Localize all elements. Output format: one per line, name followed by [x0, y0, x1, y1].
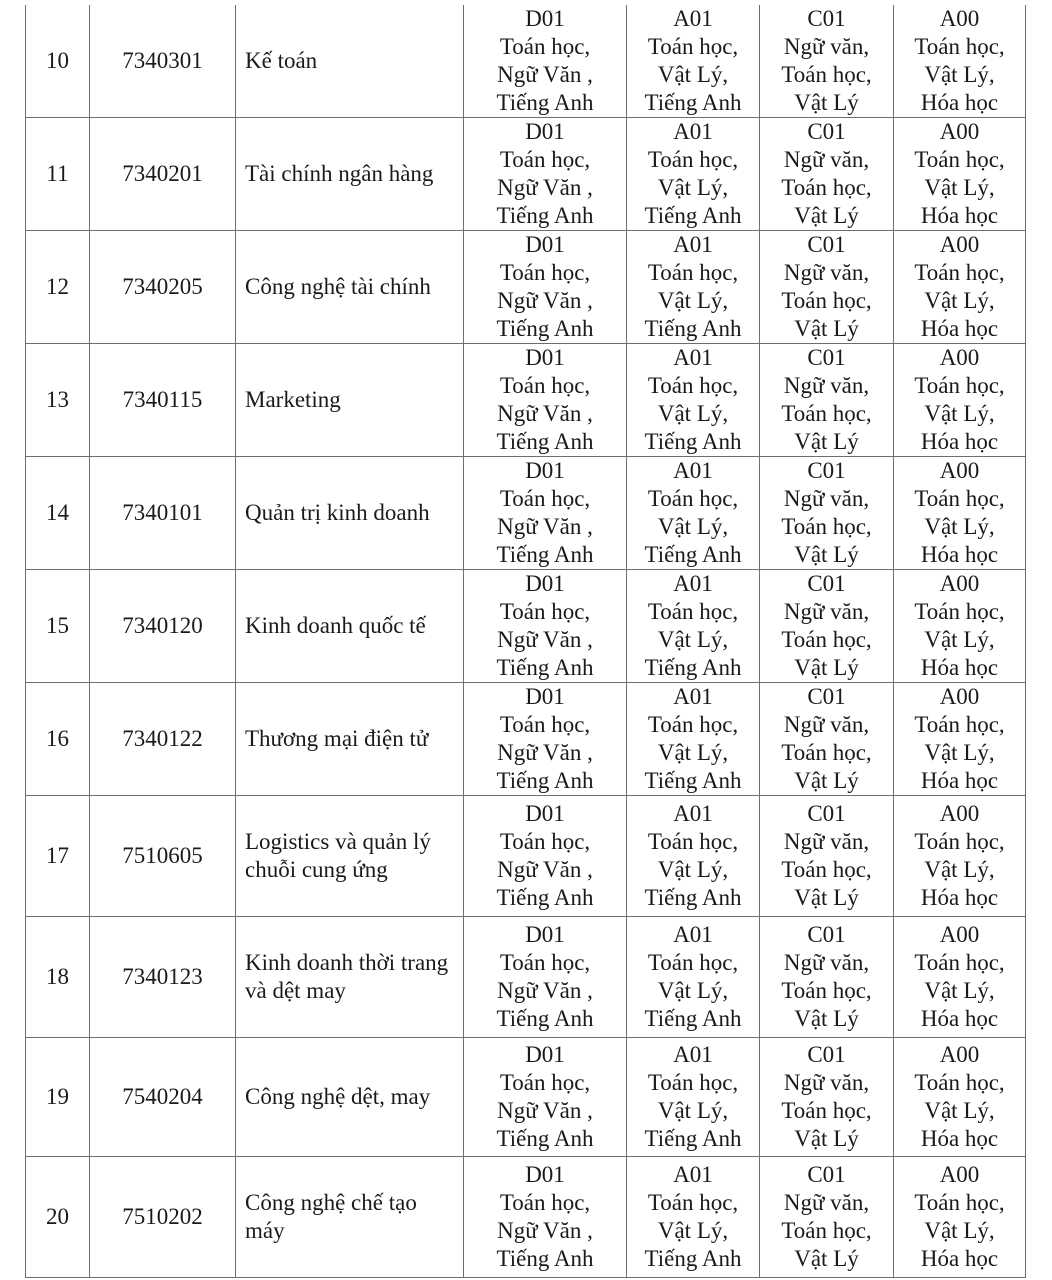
subject-combo-a00 [894, 570, 1026, 683]
subject-combo-c01 [760, 457, 894, 570]
combo-subject: Tiếng Anh [644, 885, 742, 910]
major-name: Công nghệ tài chính [236, 231, 464, 344]
combo-code: D01 [525, 1162, 565, 1187]
combo-subject: Vật Lý [794, 90, 859, 115]
combo-subject: Tiếng Anh [644, 1246, 742, 1271]
combo-subject: Toán học, [647, 260, 739, 285]
combo-subject: Tiếng Anh [644, 1006, 742, 1031]
combo-subject: Vật Lý, [657, 740, 729, 765]
subject-combo-d01 [464, 118, 627, 231]
combo-subject: Vật Lý, [924, 62, 995, 87]
combo-subject: Ngữ Văn , [497, 627, 593, 652]
combo-subject: Ngữ văn, [783, 1070, 870, 1095]
combo-subject: Vật Lý, [924, 401, 995, 426]
row-number: 12 [26, 231, 90, 344]
combo-subject: Tiếng Anh [496, 203, 594, 228]
table-row [26, 917, 1026, 1038]
combo-subject: Ngữ Văn , [497, 288, 593, 313]
combo-subject: Tiếng Anh [644, 1126, 742, 1151]
combo-subject: Toán học, [647, 599, 739, 624]
subject-combo-a01 [627, 344, 760, 457]
combo-subject: Hóa học [920, 1246, 999, 1271]
combo-code: D01 [525, 119, 565, 144]
subject-combo-d01 [464, 796, 627, 917]
combo-code: D01 [525, 571, 565, 596]
combo-subject: Vật Lý, [924, 627, 995, 652]
combo-code: C01 [807, 922, 846, 947]
major-code: 7510202 [90, 1157, 236, 1278]
combo-subject: Tiếng Anh [496, 1126, 594, 1151]
combo-code: C01 [807, 1162, 846, 1187]
subject-combo-d01 [464, 1038, 627, 1157]
combo-subject: Vật Lý, [657, 627, 729, 652]
major-code: 7340123 [90, 917, 236, 1038]
combo-subject: Ngữ Văn , [497, 740, 593, 765]
combo-subject: Toán học, [647, 147, 739, 172]
combo-subject: Toán học, [781, 857, 872, 882]
combo-subject: Toán học, [914, 373, 1005, 398]
combo-subject: Vật Lý [794, 655, 859, 680]
major-code: 7340120 [90, 570, 236, 683]
combo-subject: Vật Lý, [657, 1098, 729, 1123]
combo-subject: Ngữ Văn , [497, 62, 593, 87]
combo-subject: Tiếng Anh [496, 885, 594, 910]
combo-subject: Toán học, [781, 1218, 872, 1243]
combo-subject: Vật Lý, [657, 514, 729, 539]
combo-code: A01 [673, 1162, 713, 1187]
combo-subject: Hóa học [920, 90, 999, 115]
combo-code: D01 [525, 1042, 565, 1067]
combo-subject: Tiếng Anh [496, 316, 594, 341]
subject-combo-a00 [894, 118, 1026, 231]
combo-code: C01 [807, 571, 846, 596]
combo-code: C01 [807, 6, 846, 31]
combo-subject: Ngữ Văn , [497, 978, 593, 1003]
table-row [26, 5, 1026, 118]
row-number: 18 [26, 917, 90, 1038]
combo-subject: Tiếng Anh [496, 768, 594, 793]
major-name: Marketing [236, 344, 464, 457]
subject-combo-a01 [627, 1038, 760, 1157]
major-code: 7340101 [90, 457, 236, 570]
major-name: Kế toán [236, 5, 464, 118]
table-row [26, 231, 1026, 344]
combo-code: D01 [525, 345, 565, 370]
table-row [26, 570, 1026, 683]
combo-subject: Vật Lý, [924, 740, 995, 765]
combo-subject: Ngữ văn, [783, 486, 870, 511]
combo-code: C01 [807, 684, 846, 709]
major-code: 7510605 [90, 796, 236, 917]
subject-combo-a01 [627, 457, 760, 570]
combo-subject: Toán học, [781, 401, 872, 426]
row-number: 11 [26, 118, 90, 231]
subject-combo-a00 [894, 1038, 1026, 1157]
combo-subject: Toán học, [781, 1098, 872, 1123]
subject-combo-d01 [464, 5, 627, 118]
combo-code: D01 [525, 684, 565, 709]
row-number: 14 [26, 457, 90, 570]
combo-code: D01 [525, 801, 565, 826]
combo-code: D01 [525, 232, 565, 257]
combo-subject: Toán học, [781, 627, 872, 652]
combo-subject: Vật Lý, [657, 401, 729, 426]
combo-code: A00 [939, 345, 980, 370]
combo-subject: Vật Lý, [924, 1218, 995, 1243]
row-number: 16 [26, 683, 90, 796]
combo-subject: Ngữ văn, [783, 1190, 870, 1215]
subject-combo-a00 [894, 1157, 1026, 1278]
row-number: 19 [26, 1038, 90, 1157]
combo-subject: Hóa học [920, 429, 999, 454]
major-name: Công nghệ dệt, may [236, 1038, 464, 1157]
combo-subject: Toán học, [499, 373, 591, 398]
combo-subject: Tiếng Anh [644, 203, 742, 228]
combo-subject: Toán học, [499, 599, 591, 624]
subject-combo-c01 [760, 231, 894, 344]
combo-subject: Vật Lý [794, 542, 859, 567]
combo-code: A01 [673, 922, 713, 947]
combo-subject: Toán học, [499, 147, 591, 172]
combo-subject: Toán học, [647, 1190, 739, 1215]
combo-subject: Toán học, [647, 950, 739, 975]
combo-subject: Vật Lý, [657, 978, 729, 1003]
combo-subject: Vật Lý [794, 768, 859, 793]
combo-subject: Toán học, [914, 829, 1005, 854]
combo-code: A00 [939, 684, 980, 709]
combo-subject: Toán học, [647, 486, 739, 511]
admission-majors-table [25, 5, 1026, 1278]
table-row [26, 1157, 1026, 1278]
major-name: Kinh doanh thời trang và dệt may [236, 917, 464, 1038]
combo-code: D01 [525, 922, 565, 947]
combo-subject: Tiếng Anh [496, 429, 594, 454]
combo-subject: Vật Lý, [657, 62, 729, 87]
combo-subject: Vật Lý, [924, 857, 995, 882]
subject-combo-a00 [894, 796, 1026, 917]
combo-subject: Toán học, [914, 599, 1005, 624]
combo-subject: Toán học, [499, 486, 591, 511]
combo-subject: Ngữ Văn , [497, 857, 593, 882]
combo-subject: Toán học, [647, 1070, 739, 1095]
major-code: 7340115 [90, 344, 236, 457]
subject-combo-d01 [464, 917, 627, 1038]
combo-code: A01 [673, 458, 713, 483]
combo-code: A00 [939, 1042, 980, 1067]
combo-subject: Hóa học [920, 203, 999, 228]
combo-subject: Vật Lý, [657, 288, 729, 313]
combo-subject: Toán học, [499, 1070, 591, 1095]
combo-subject: Ngữ Văn , [497, 401, 593, 426]
combo-subject: Tiếng Anh [644, 542, 742, 567]
combo-subject: Ngữ văn, [783, 147, 870, 172]
combo-code: A00 [939, 232, 980, 257]
major-name: Thương mại điện tử [236, 683, 464, 796]
combo-subject: Toán học, [499, 829, 591, 854]
combo-subject: Ngữ Văn , [497, 1218, 593, 1243]
combo-code: A01 [673, 684, 713, 709]
subject-combo-c01 [760, 5, 894, 118]
subject-combo-d01 [464, 457, 627, 570]
combo-subject: Hóa học [920, 1126, 999, 1151]
major-name: Quản trị kinh doanh [236, 457, 464, 570]
combo-subject: Vật Lý [794, 203, 859, 228]
combo-subject: Toán học, [647, 373, 739, 398]
subject-combo-a00 [894, 231, 1026, 344]
major-code: 7340201 [90, 118, 236, 231]
major-code: 7340301 [90, 5, 236, 118]
combo-subject: Vật Lý, [924, 288, 995, 313]
combo-code: A01 [673, 1042, 713, 1067]
subject-combo-c01 [760, 683, 894, 796]
table-row [26, 457, 1026, 570]
combo-subject: Hóa học [920, 316, 999, 341]
combo-code: C01 [807, 119, 846, 144]
combo-subject: Ngữ văn, [783, 373, 870, 398]
combo-subject: Toán học, [647, 34, 739, 59]
combo-code: C01 [807, 801, 846, 826]
subject-combo-a01 [627, 118, 760, 231]
subject-combo-c01 [760, 1038, 894, 1157]
subject-combo-d01 [464, 344, 627, 457]
combo-subject: Tiếng Anh [644, 768, 742, 793]
table-row [26, 1038, 1026, 1157]
combo-code: D01 [525, 6, 565, 31]
combo-subject: Toán học, [647, 712, 739, 737]
subject-combo-d01 [464, 570, 627, 683]
combo-subject: Vật Lý, [924, 175, 995, 200]
combo-subject: Tiếng Anh [496, 1246, 594, 1271]
combo-code: C01 [807, 232, 846, 257]
combo-subject: Toán học, [914, 712, 1005, 737]
subject-combo-a01 [627, 231, 760, 344]
combo-subject: Tiếng Anh [644, 316, 742, 341]
major-name: Công nghệ chế tạo máy [236, 1157, 464, 1278]
subject-combo-a00 [894, 457, 1026, 570]
major-name: Logistics và quản lý chuỗi cung ứng [236, 796, 464, 917]
combo-subject: Toán học, [914, 147, 1005, 172]
combo-subject: Tiếng Anh [496, 655, 594, 680]
subject-combo-a01 [627, 1157, 760, 1278]
subject-combo-c01 [760, 570, 894, 683]
table-row [26, 118, 1026, 231]
row-number: 17 [26, 796, 90, 917]
subject-combo-c01 [760, 796, 894, 917]
combo-code: C01 [807, 345, 846, 370]
combo-subject: Ngữ văn, [783, 829, 870, 854]
combo-subject: Vật Lý, [657, 1218, 729, 1243]
subject-combo-a00 [894, 683, 1026, 796]
combo-code: D01 [525, 458, 565, 483]
combo-subject: Toán học, [781, 514, 872, 539]
combo-subject: Ngữ văn, [783, 260, 870, 285]
combo-code: A00 [939, 801, 980, 826]
subject-combo-c01 [760, 917, 894, 1038]
combo-subject: Toán học, [647, 829, 739, 854]
combo-code: A00 [939, 119, 980, 144]
row-number: 20 [26, 1157, 90, 1278]
combo-subject: Toán học, [914, 950, 1005, 975]
combo-subject: Vật Lý, [657, 175, 729, 200]
combo-subject: Toán học, [781, 62, 872, 87]
combo-code: A01 [673, 6, 713, 31]
table-row [26, 683, 1026, 796]
row-number: 15 [26, 570, 90, 683]
combo-subject: Toán học, [499, 34, 591, 59]
combo-subject: Ngữ Văn , [497, 175, 593, 200]
subject-combo-c01 [760, 118, 894, 231]
combo-subject: Tiếng Anh [644, 429, 742, 454]
combo-subject: Toán học, [781, 978, 872, 1003]
major-name: Kinh doanh quốc tế [236, 570, 464, 683]
subject-combo-c01 [760, 344, 894, 457]
combo-subject: Vật Lý [794, 429, 859, 454]
subject-combo-a00 [894, 917, 1026, 1038]
subject-combo-a01 [627, 5, 760, 118]
table-row [26, 796, 1026, 917]
combo-subject: Toán học, [914, 260, 1005, 285]
combo-code: A00 [939, 571, 980, 596]
combo-subject: Tiếng Anh [496, 90, 594, 115]
combo-subject: Ngữ văn, [783, 34, 870, 59]
combo-subject: Vật Lý, [924, 978, 995, 1003]
row-number: 13 [26, 344, 90, 457]
combo-code: C01 [807, 1042, 846, 1067]
combo-subject: Ngữ văn, [783, 599, 870, 624]
subject-combo-d01 [464, 683, 627, 796]
subject-combo-d01 [464, 1157, 627, 1278]
subject-combo-d01 [464, 231, 627, 344]
combo-code: C01 [807, 458, 846, 483]
combo-subject: Toán học, [499, 712, 591, 737]
combo-code: A01 [673, 801, 713, 826]
combo-subject: Tiếng Anh [644, 90, 742, 115]
combo-subject: Vật Lý [794, 1246, 859, 1271]
combo-subject: Vật Lý, [657, 857, 729, 882]
combo-code: A01 [673, 232, 713, 257]
combo-subject: Tiếng Anh [496, 1006, 594, 1031]
combo-subject: Tiếng Anh [496, 542, 594, 567]
combo-subject: Toán học, [499, 1190, 591, 1215]
major-name: Tài chính ngân hàng [236, 118, 464, 231]
combo-subject: Ngữ Văn , [497, 514, 593, 539]
subject-combo-a00 [894, 5, 1026, 118]
combo-code: A00 [939, 1162, 980, 1187]
combo-subject: Ngữ văn, [783, 950, 870, 975]
combo-subject: Hóa học [920, 885, 999, 910]
combo-subject: Ngữ văn, [783, 712, 870, 737]
combo-subject: Toán học, [781, 740, 872, 765]
subject-combo-c01 [760, 1157, 894, 1278]
combo-subject: Ngữ Văn , [497, 1098, 593, 1123]
major-code: 7340122 [90, 683, 236, 796]
combo-subject: Vật Lý [794, 316, 859, 341]
combo-code: A01 [673, 571, 713, 596]
row-number: 10 [26, 5, 90, 118]
combo-subject: Tiếng Anh [644, 655, 742, 680]
combo-code: A01 [673, 345, 713, 370]
combo-subject: Hóa học [920, 655, 999, 680]
combo-code: A00 [939, 922, 980, 947]
combo-subject: Vật Lý [794, 885, 859, 910]
combo-subject: Toán học, [914, 34, 1005, 59]
combo-code: A00 [939, 6, 980, 31]
combo-subject: Toán học, [914, 1070, 1005, 1095]
combo-subject: Toán học, [914, 486, 1005, 511]
combo-code: A00 [939, 458, 980, 483]
combo-subject: Toán học, [914, 1190, 1005, 1215]
major-code: 7340205 [90, 231, 236, 344]
combo-subject: Vật Lý, [924, 1098, 995, 1123]
combo-subject: Vật Lý [794, 1126, 859, 1151]
subject-combo-a01 [627, 917, 760, 1038]
combo-subject: Vật Lý [794, 1006, 859, 1031]
subject-combo-a01 [627, 570, 760, 683]
major-code: 7540204 [90, 1038, 236, 1157]
subject-combo-a00 [894, 344, 1026, 457]
combo-subject: Toán học, [499, 260, 591, 285]
combo-subject: Toán học, [499, 950, 591, 975]
combo-subject: Toán học, [781, 175, 872, 200]
combo-code: A01 [673, 119, 713, 144]
subject-combo-a01 [627, 683, 760, 796]
combo-subject: Hóa học [920, 768, 999, 793]
table-row [26, 344, 1026, 457]
combo-subject: Toán học, [781, 288, 872, 313]
subject-combo-a01 [627, 796, 760, 917]
combo-subject: Hóa học [920, 542, 999, 567]
combo-subject: Hóa học [920, 1006, 999, 1031]
combo-subject: Vật Lý, [924, 514, 995, 539]
